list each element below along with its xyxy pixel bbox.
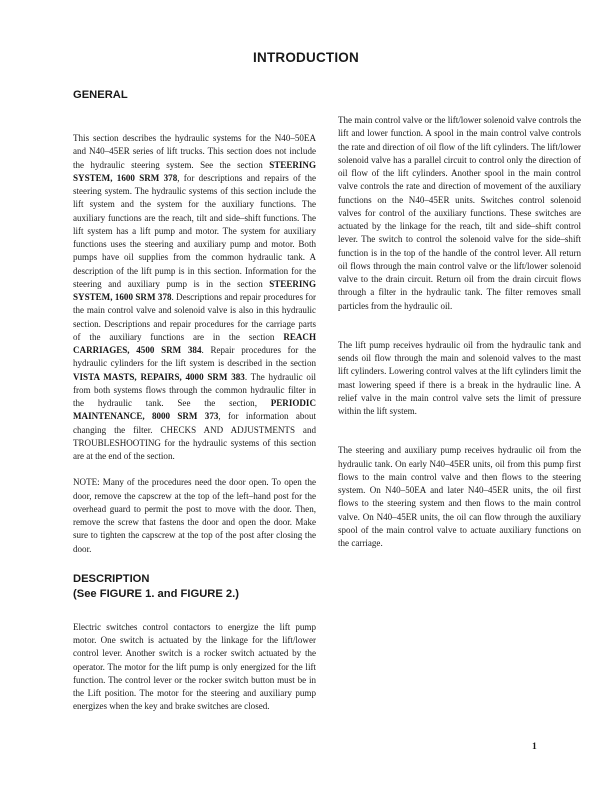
general-heading: GENERAL [73, 89, 128, 101]
description-paragraph-3: The lift pump receives hydraulic oil from the hydraulic tank and sends oil flow through the main and solenoid valves to the mast lift cylinders. Lowering control valves at the lift cylinders limit the mast lowering speed if there is a break in the hydraulic line. A relief valve in the main control valve sets the limit of pressure within the lift system. [338, 339, 581, 416]
description-text-1: Electric switches control contactors to energize the lift pump motor. One switch is actuated by the linkage for the lift/lower control lever. Another switch is a rocker switch actuated by the operator. The motor for the lift pump is only energized for the lift function. The control lever or the rocker switch button must be in the Lift position. The motor for the steering and auxiliary pump energizes when the key and brake switches are closed. [73, 621, 316, 712]
page-number: 1 [532, 742, 537, 752]
description-heading [73, 572, 316, 602]
general-text-3: . Descriptions and repair procedures for the main control valve and solenoid valve is also in this hydraulic section. Descriptions and repair procedures for the carriage parts of the auxiliary functions are in the section [73, 292, 316, 342]
general-text-5: . The hydraulic oil from both systems flows through the common hydraulic filter in the hydraulic tank. See the section, [73, 371, 316, 408]
ref-steering-system-1: STEERING SYSTEM, 1600 SRM 378 [73, 159, 316, 183]
right-column [338, 88, 581, 550]
left-column [73, 88, 316, 714]
page-title: INTRODUCTION [253, 50, 359, 65]
description-paragraph-2: The main control valve or the lift/lower solenoid valve controls the lift and lower function. A spool in the main control valve controls the rate and direction of oil flow of the lift cylinders. The lift/lower solenoid valve has a parallel circuit to control only the direction of oil flow of the lift cylinders. Another spool in the main control valve controls the rate and direction of movement of the auxiliary functions on the N40–45ER units. Switches control solenoid valves for control of the auxiliary functions. These switches are actuated by the linkage for the reach, tilt and side–shift control lever. The switch to control the solenoid valve for the side–shift function is in the top of the handle of the control lever. All return oil flows through the main control valve or the lift/lower solenoid valve to the drain circuit. Return oil from the drain circuit flows through a filter in the hydraulic tank. The filter removes small particles from the hydraulic oil. [338, 115, 581, 311]
ref-vista-masts: VISTA MASTS, REPAIRS, 4000 SRM 383 [73, 371, 245, 382]
general-paragraph [73, 132, 316, 463]
ref-reach-carriages: REACH CARRIAGES, 4500 SRM 384 [73, 331, 316, 355]
door-note: NOTE: Many of the procedures need the door open. To open the door, remove the capscrew at the top of the left–hand post for the overhead guard to permit the post to move with the door. Then, remove the screw that fastens the door and open the door. Make sure to tighten the capscrew at the top of the post after closing the door. [73, 477, 316, 554]
description-heading-line2: (See FIGURE 1. and FIGURE 2.) [73, 587, 239, 600]
general-text-2: , for descriptions and repairs of the steering system. The hydraulic systems of this section include the lift system and the system for the auxiliary functions. The auxiliary functions are the reach, tilt and side–shift functions. The lift system has a lift pump and motor. The system for auxiliary functions uses the steering and auxiliary pump and motor. Both pumps have oil supplies from the common hydraulic tank. A description of the lift pump is in this section. Information for the steering and auxiliary pump is in the section [73, 172, 316, 289]
description-paragraph-1 [73, 621, 316, 714]
general-text-6: , for information about changing the filter. CHECKS AND ADJUSTMENTS and TROUBLESHOOTING for the hydraulic systems of this section are at the end of the section. [73, 411, 316, 461]
ref-periodic-maintenance: PERIODIC MAINTENANCE, 8000 SRM 373 [73, 398, 316, 422]
general-text-1: This section describes the hydraulic systems for the N40–50EA and N40–45ER series of lift trucks. This section does not include the hydraulic steering system. See the section [73, 133, 316, 170]
general-text-4: . Repair procedures for the hydraulic cylinders for the lift system is described in the section [73, 345, 316, 369]
ref-steering-system-2: STEERING SYSTEM, 1600 SRM 378 [73, 278, 316, 302]
description-heading-line1: DESCRIPTION [73, 572, 150, 585]
description-paragraph-4: The steering and auxiliary pump receives hydraulic oil from the hydraulic tank. On early N40–45ER units, oil from this pump first flows to the main control valve and then flows to the steering system. On N40–50EA and later N40–45ER units, the oil first flows to the steering system and then flows to the main control valve. On N40–45ER units, the oil can flow through the auxiliary spool of the main control valve to actuate auxiliary functions on the carriage. [338, 445, 581, 548]
